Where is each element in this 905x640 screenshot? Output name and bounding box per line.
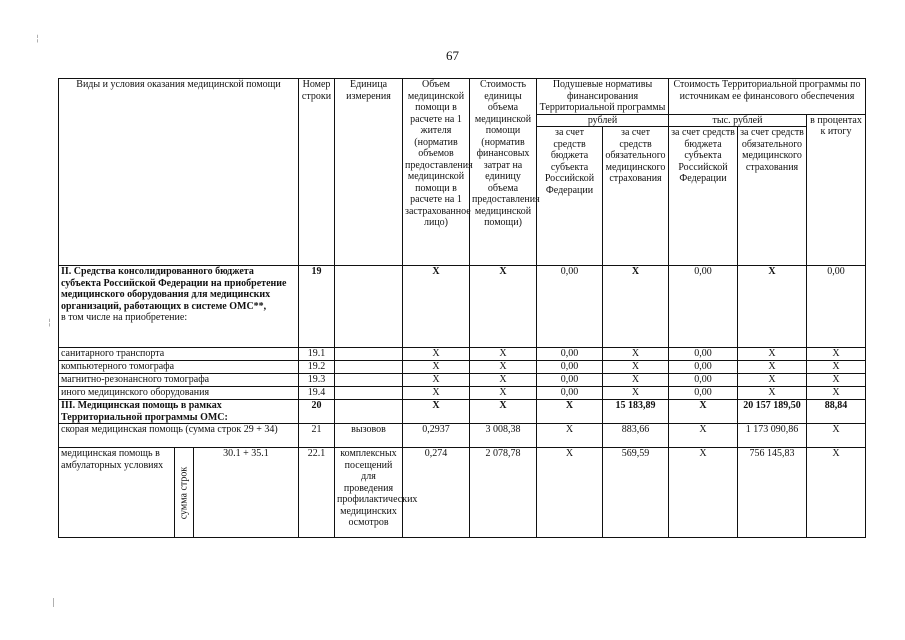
margin-mark: ¦ [48, 318, 52, 328]
header-volume: Объем медицинской помощи в расчете на 1 жителя (норматив объемов предоставления медицинской помощи в расчете на 1 застрахованное лицо) [403, 79, 470, 266]
vertical-sum-label: сумма строк [175, 448, 194, 538]
header-percent: в процентах к итогу [807, 114, 866, 266]
header-kind: Виды и условия оказания медицинской помощи [59, 79, 299, 266]
table-row: санитарного транспорта 19.1 Х Х 0,00 Х 0,00 Х Х [59, 348, 866, 361]
table-row: магнитно-резонансного томографа 19.3 Х Х 0,00 Х 0,00 Х Х [59, 374, 866, 387]
margin-mark: ¦ [36, 34, 40, 44]
table-row: медицинская помощь в амбулаторных условиях сумма строк 30.1 + 35.1 22.1 комплексных посещений для проведения профилактических медицинских осмотров 0,274 2 078,78 Х 569,59 Х 756 145,83 Х [59, 448, 866, 538]
table-row: III. Медицинская помощь в рамках Территориальной программы ОМС: 20 Х Х Х 15 183,89 Х 20 157 189,50 88,84 [59, 400, 866, 424]
header-norm-budget: за счет средств бюджета субъекта Российской Федерации [537, 127, 603, 266]
header-cost-budget: за счет средств бюджета субъекта Российской Федерации [669, 127, 738, 266]
margin-mark: | [52, 598, 56, 608]
table-row: компьютерного томографа 19.2 Х Х 0,00 Х 0,00 Х Х [59, 361, 866, 374]
header-row-number: Номер строки [299, 79, 335, 266]
table-row: иного медицинского оборудования 19.4 Х Х 0,00 Х 0,00 Х Х [59, 387, 866, 400]
header-cost-oms: за счет средств обязательного медицинского страхования [738, 127, 807, 266]
row-label: II. Средства консолидированного бюджета субъекта Российской Федерации на приобретение медицинского оборудования для медицинских организаций, работающих в системе ОМС**, в том числе на приобретение: [59, 266, 299, 348]
header-program-cost: Стоимость Территориальной программы по источникам ее финансового обеспечения [669, 79, 866, 115]
header-rubles: рублей [537, 114, 669, 127]
header-thousand-rubles: тыс. рублей [669, 114, 807, 127]
header-per-capita-norms: Подушевые нормативы финансирования Территориальной программы [537, 79, 669, 115]
header-unit-cost: Стоимость единицы объема медицинской помощи (норматив финансовых затрат на единицу объема предоставления медицинской помощи) [470, 79, 537, 266]
page-number: 67 [446, 48, 459, 63]
table-row: скорая медицинская помощь (сумма строк 29 + 34) 21 вызовов 0,2937 3 008,38 Х 883,66 Х 1 173 090,86 Х [59, 424, 866, 448]
header-norm-oms: за счет средств обязательного медицинского страхования [603, 127, 669, 266]
table-row: II. Средства консолидированного бюджета субъекта Российской Федерации на приобретение медицинского оборудования для медицинских организаций, работающих в системе ОМС**, в том числе на приобретение: 19 Х Х 0,00 Х 0,00 Х 0,00 [59, 266, 866, 348]
header-unit: Единица измерения [335, 79, 403, 266]
budget-table [58, 78, 866, 538]
